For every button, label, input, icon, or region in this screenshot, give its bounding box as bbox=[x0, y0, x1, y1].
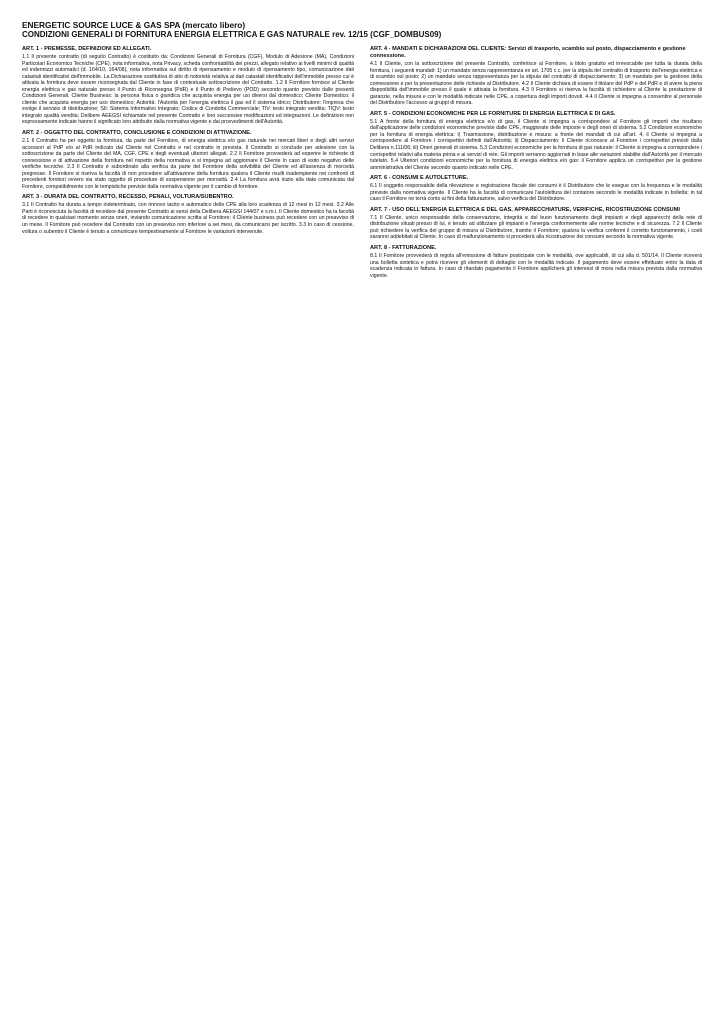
article-5 bbox=[370, 111, 702, 171]
article-1 bbox=[22, 46, 354, 126]
article-heading: ART. 2 - OGGETTO DEL CONTRATTO, CONCLUSIONE E CONDIZIONI DI ATTIVAZIONE. bbox=[22, 130, 252, 137]
article-heading: ART. 3 - DURATA DEL CONTRATTO, RECESSO, PENALI, VOLTURA/SUBENTRO. bbox=[22, 194, 234, 201]
article-6 bbox=[370, 175, 702, 203]
article-8 bbox=[370, 245, 702, 279]
article-2 bbox=[22, 130, 354, 190]
article-3 bbox=[22, 194, 354, 235]
article-heading: ART. 4 - MANDATI E DICHIARAZIONI DEL CLIENTE: Servizi di trasporto, scambio sul posto, dispacciamento e gestione connessione. bbox=[370, 46, 686, 59]
company-title: ENERGETIC SOURCE LUCE & GAS SPA (mercato libero) bbox=[22, 20, 246, 30]
left-column bbox=[22, 46, 354, 1006]
right-column bbox=[370, 46, 702, 1006]
two-column-body bbox=[22, 46, 702, 1006]
article-body: 3.1 Il Contratto ha durata a tempo indeterminato, con rinnovo tacito e automatico delle CPE alla loro scadenza di 12 mesi in 12 mesi. 3.2 Alle Parti è riconosciuta la facoltà di recedere dal presente Contratto ai sensi della Delibera AEEGSI 144/07 e s.m.i. Il Cliente domestico ha la facoltà di recedere in qualsiasi momento senza oneri, inviando comunicazione scritta al Fornitore; il Cliente business può recedere con un preavviso di un mese. Il Fornitore può recedere dal Contratto con un preavviso non inferiore a sei mesi, da comunicarsi per iscritto. 3.3 In caso di cessione, voltura o subentro il Cliente è tenuto a comunicare tempestivamente al Fornitore le variazioni intervenute. bbox=[22, 202, 354, 235]
article-heading: ART. 5 - CONDIZIONI ECONOMICHE PER LE FORNITURE DI ENERGIA ELETTRICA E DI GAS. bbox=[370, 110, 616, 117]
article-body: 8.1 Il Fornitore provvederà di regola all'emissione di fatture posticipate con le modalità, ove applicabili, di cui alla d. 501/14. Il Cliente riceverà una bolletta sintetica e potrà ricevere gli elementi di dettaglio con le modalità indicate. Il pagamento deve essere effettuato entro la data di scadenza indicata in fattura. In caso di ritardato pagamento il Fornitore applicherà gli interessi di mora nella misura prevista dalla normativa vigente. bbox=[370, 253, 702, 279]
article-heading: ART. 7 - USO DELL'ENERGIA ELETTRICA E DEL GAS, APPARECCHIATURE, VERIFICHE, RICOSTRUZIONE CONSUMI bbox=[370, 206, 680, 213]
article-heading: ART. 6 - CONSUMI E AUTOLETTURE. bbox=[370, 175, 469, 182]
article-4 bbox=[370, 46, 702, 107]
article-heading: ART. 8 - FATTURAZIONE. bbox=[370, 245, 437, 252]
document-page bbox=[22, 20, 702, 1010]
article-7 bbox=[370, 207, 702, 241]
article-body: 7.1 Il Cliente, unico responsabile della conservazione, integrità e del buon funzionamento degli impianti e degli apparecchi della rete di distribuzione situati presso di lui, è tenuto ad utilizzare gli impianti e l'energia conformemente alle norme tecniche e di sicurezza. 7.2 Il Cliente può richiedere la verifica del gruppo di misura al Distributore, tramite il Fornitore; qualora la verifica confermi il corretto funzionamento, i costi saranno addebitati al Cliente. In caso di malfunzionamento si procederà alla ricostruzione dei consumi secondo la normativa vigente. bbox=[370, 214, 702, 241]
article-body: 1.1 Il presente contratto (di seguito Contratto) è costituito da: Condizioni Generali di Fornitura (CGF), Modulo di Adesione (MA), Condizioni Particolari Economico Tecniche (CPE), nota informativa, nota Privacy, scheda confrontabilità dei prezzi, allegato relativo ai livelli minimi di qualità ed indennizzi automatici (d. 164/10, 164/08), nota informativa sul diritto di ripensamento e modulo di ripensamento tipo, comunicazione dati catastali identificativi dell'immobile. La Dichiarazione sostitutiva di atto di notorietà relativa ai dati catastali identificativi dell'immobile presso cui è attivata la fornitura deve essere riconsegnata dal Cliente in fase di contestuale sottoscrizione del Contratto. 1.2 Il Fornitore fornisce al Cliente energia elettrica e gas naturale presso il Punto di Riconsegna (PdR) e il Punto di Prelievo (POD) secondo quanto previsto dalle presenti Condizioni Generali. Cliente Business: la persona fisica o giuridica che acquista energia per usi diversi dal domestico; Cliente Domestico: il cliente che acquista energia per uso domestico; Autorità: l'Autorità per l'energia elettrica il gas ed il sistema idrico; Distributore: l'impresa che svolge il servizio di distribuzione; SII: Sistema Informativo Integrato; Codice di Condotta Commerciale; TIV: testo integrato vendita; TIQV: testo integrato qualità vendita; Delibere AEEGSI richiamate nel presente Contratto e loro successive modificazioni ed integrazioni. Le definizioni non espressamente indicate hanno il significato loro attribuito dalla normativa vigente e dai provvedimenti dell'Autorità. bbox=[22, 54, 354, 126]
article-body: 6.1 Il soggetto responsabile della rilevazione e registrazione fiscale dei consumi è il Distributore che le esegue con la frequenza e le modalità previste dalla normativa vigente. Il Cliente ha la facoltà di comunicare l'autolettura del contatore secondo le modalità indicate in bolletta; in tal caso il Fornitore ne terrà conto ai fini della fatturazione, salvo verifica del Distributore. bbox=[370, 183, 702, 203]
document-title: CONDIZIONI GENERALI DI FORNITURA ENERGIA ELETTRICA E GAS NATURALE rev. 12/15 (CGF_DOMBUS09) bbox=[22, 30, 442, 39]
document-header bbox=[22, 20, 702, 40]
article-body: 2.1 Il Contratto ha per oggetto la fornitura, da parte del Fornitore, di energia elettrica e/o gas naturale nei mercati liberi e degli altri servizi accessori al PdP e/o al PdR indicato dal Cliente nel Contratto e nel contratto in prevista. Il Contratto si conclude per adesione con la sottoscrizione da parte del Cliente del MA, CGF, CPE e degli eventuali ulteriori allegati. 2.2 Il Fornitore provvederà ad esperire le richieste di connessione e di attivazione della fornitura nel rispetto della normativa e si impegna ad aggiornare il Cliente in caso di esito negativo delle verifiche tecniche. 2.3 Il Contratto è subordinato alla verifica da parte del Fornitore della solvibilità del Cliente ed all'assenza di morosità pregresse. Il Fornitore si riserva la facoltà di non procedere all'attivazione della fornitura qualora il Cliente risulti inadempiente nei confronti di precedenti fornitori ovvero sia stato oggetto di procedure di sospensione per morosità. 2.4 La fornitura avrà inizio alla data comunicata dal Fornitore, compatibilmente con le tempistiche previste dalla normativa vigente per il cambio di fornitore. bbox=[22, 138, 354, 190]
article-body: 5.1 A fronte della fornitura di energia elettrica e/o di gas, il Cliente si impegna a corrispondere al Fornitore gli importi che risultano dall'applicazione delle condizioni economiche previste dalle CPE, maggiorate delle imposte e degli oneri di sistema. 5.2 Condizioni economiche per la fornitura di energia elettrica: i) Trasmissione, distribuzione e misura: a fronte dei mandati di cui all'art. 4, il Cliente si impegna a corrispondere al Fornitore i corrispettivi definiti dall'Autorità; ii) Dispacciamento: il Cliente riconosce al Fornitore i corrispettivi previsti dalla Delibera n.111/06; iii) Oneri generali di sistema. 5.3 Condizioni economiche per la fornitura di gas naturale: il Cliente si impegna a corrispondere i corrispettivi relativi alla materia prima e ai servizi di rete. Gli importi verranno aggiornati in base alle variazioni stabilite dall'Autorità per il mercato tutelato. 5.4 Ulteriori condizioni economiche per la fornitura di energia elettrica e/o gas: il Fornitore applica un corrispettivo per la gestione amministrativa del Cliente secondo quanto indicato nelle CPE. bbox=[370, 118, 702, 171]
article-heading: ART. 1 - PREMESSE, DEFINIZIONI ED ALLEGATI. bbox=[22, 46, 152, 52]
article-body: 4.1 Il Cliente, con la sottoscrizione del presente Contratto, conferisce al Fornitore, a titolo gratuito ed irrevocabile per tutta la durata della fornitura, i seguenti mandati: 1) un mandato senza rappresentanza ex art. 1705 c.c. per la stipula del contratto di trasporto dell'energia elettrica e di scambio sul posto; 2) un mandato senza rappresentanza per la stipula del contratto di dispacciamento; 3) un mandato per la gestione della connessione e per la presentazione delle richieste al Distributore. 4.2 Il Cliente dichiara di essere il titolare del PdP e del PdR e di avere la piena disponibilità dell'immobile presso il quale è attivata la fornitura. 4.3 Il Fornitore si riserva la facoltà di richiedere al Cliente la prestazione di garanzie, nella misura e con le modalità indicate nelle CPE, a copertura degli importi dovuti. 4.4 Il Cliente si impegna a consentire al personale del Distributore l'accesso ai gruppi di misura. bbox=[370, 61, 702, 107]
